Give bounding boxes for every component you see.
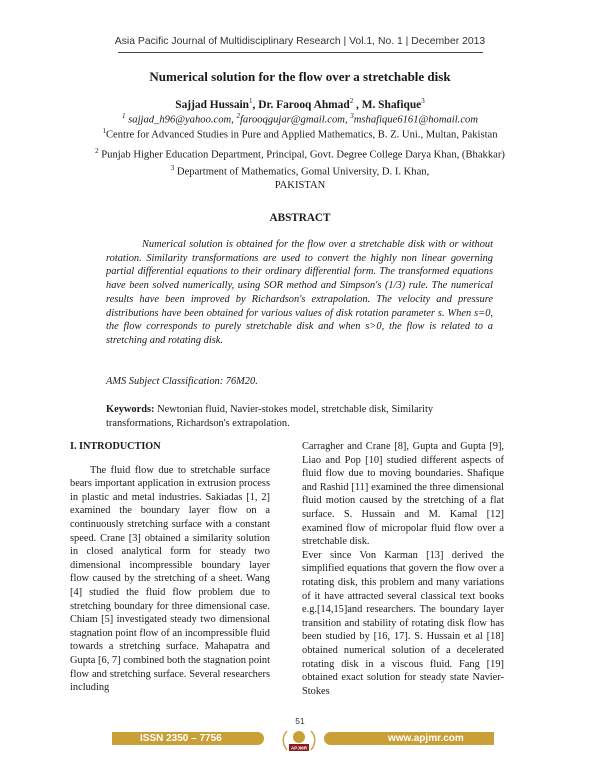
author-sep: , <box>353 98 362 111</box>
email-line <box>0 112 600 126</box>
page-number: 51 <box>295 716 305 726</box>
affiliation-mark: 2 <box>95 147 99 155</box>
author-mark: 2 <box>349 97 354 105</box>
email: sajjad_h96@yahoo.com, <box>125 114 237 126</box>
affiliation-2 <box>0 147 600 161</box>
ams-classification: AMS Subject Classification: 76M20. <box>106 376 258 387</box>
logo-emblem <box>293 731 305 743</box>
column-left <box>70 440 270 695</box>
keywords <box>106 403 502 430</box>
laurel-left <box>283 731 287 750</box>
laurel-right <box>311 731 315 750</box>
affiliation-text: PAKISTAN <box>274 180 326 191</box>
author-sep: , <box>252 98 259 111</box>
keywords-text: Newtonian fluid, Navier-stokes model, stretchable disk, Similarity transformations, Richardson's extrapolation. <box>106 404 434 429</box>
affiliation-text: Centre for Advanced Studies in Pure and Applied Mathematics, B. Z. Uni., Multan, Pakistan <box>105 129 498 141</box>
email: farooqgujar@gmail.com, <box>239 114 351 126</box>
journal-logo-icon <box>279 726 319 756</box>
affiliation-3 <box>0 164 600 178</box>
running-header: Asia Pacific Journal of Multidisciplinary Research | Vol.1, No. 1 | December 2013 <box>114 36 486 47</box>
affiliation-text: Punjab Higher Education Department, Principal, Govt. Degree College Darya Khan, (Bhakkar) <box>98 149 505 161</box>
column-right <box>302 440 504 698</box>
email-mark: 2 <box>236 112 240 120</box>
email-mark: 3 <box>350 112 354 120</box>
author-name: Sajjad Hussain <box>175 98 250 111</box>
page-footer <box>0 718 600 758</box>
affiliation-country <box>0 180 600 191</box>
affiliation-mark: 1 <box>102 127 106 135</box>
intro-paragraph-1: The fluid flow due to stretchable surface bears important application in extrusion process in plastic and metal industries. Sakiadas [1, 2] examined the boundary layer flow on a continuously stretching surface with a constant speed. Crane [3] obtained a similarity solution in closed analytical form for steady two dimensional incompressible boundary layer flow caused by the stretching of a sheet. Wang [4] studied the fluid flow problem due to stretching boundary for three dimensional case. Chiam [5] investigated steady two dimensional stagnation point flow of an incompressible fluid towards a stretching surface. Mahapatra and Gupta [6, 7] combined both the stagnation point flow and stretching surface. Several researchers including <box>70 464 270 694</box>
author-line <box>0 97 600 111</box>
author-mark: 3 <box>421 97 425 105</box>
keywords-label: Keywords: <box>106 404 155 415</box>
author-mark: 1 <box>249 97 253 105</box>
logo-text: APJMR <box>290 745 308 751</box>
intro-paragraph-2: Carragher and Crane [8], Gupta and Gupta [9], Liao and Pop [10] studied different aspects of fluid flow due to moving boundaries. Shafique and Rashid [11] examined the three dimensional fluid motion caused by the stretching of a flat surface. S. Hussain and M. Kamal [12] examined flow of micropolar fluid flow over a stretchable disk. <box>302 441 504 548</box>
author-name: M. Shafique <box>361 98 422 111</box>
paper-title: Numerical solution for the flow over a stretchable disk <box>149 69 451 84</box>
email: mshafique6161@homail.com <box>353 114 478 126</box>
journal-url[interactable]: www.apjmr.com <box>388 733 464 744</box>
email-mark: 1 <box>122 112 126 120</box>
affiliation-mark: 3 <box>170 164 175 172</box>
issn-label: ISSN 2350 – 7756 <box>140 733 222 744</box>
abstract-heading: ABSTRACT <box>269 212 331 224</box>
section-heading: I. INTRODUCTION <box>70 441 161 452</box>
affiliation-text: Department of Mathematics, Gomal University, D. I. Khan, <box>174 166 430 178</box>
affiliation-1 <box>0 127 600 141</box>
abstract-text: Numerical solution is obtained for the flow over a stretchable disk with or without rotation. Similarity transformations are used to convert the highly non linear governing partial differential equations to their ordinary differential form. The transformed equations have been solved numerically, using SOR method and Simpson's (1/3) rule. The numerical results have been improved by Richardson's extrapolation. The velocity and pressure distributions have been obtained for various values of disk rotation parameter s. When s=0, the flow corresponds to purely stretchable disk and when s>0, the flow is related to a stretching and rotating disk. <box>106 239 493 346</box>
intro-paragraph-3: Ever since Von Karman [13] derived the simplified equations that govern the flow over a rotating disk, this problem and many variations of it have attracted several classical text books e.g.[14,15]and researchers. The boundary layer transition and stability of rotating disk flow has been studied by [16, 17]. S. Hussain et al [18] obtained numerical solution of a decelerated rotating disk in a viscous fluid. Fang [19] obtained exact solution for steady state Navier-Stokes <box>302 549 504 697</box>
header-rule <box>118 52 483 53</box>
author-name: Dr. Farooq Ahmad <box>258 98 350 111</box>
